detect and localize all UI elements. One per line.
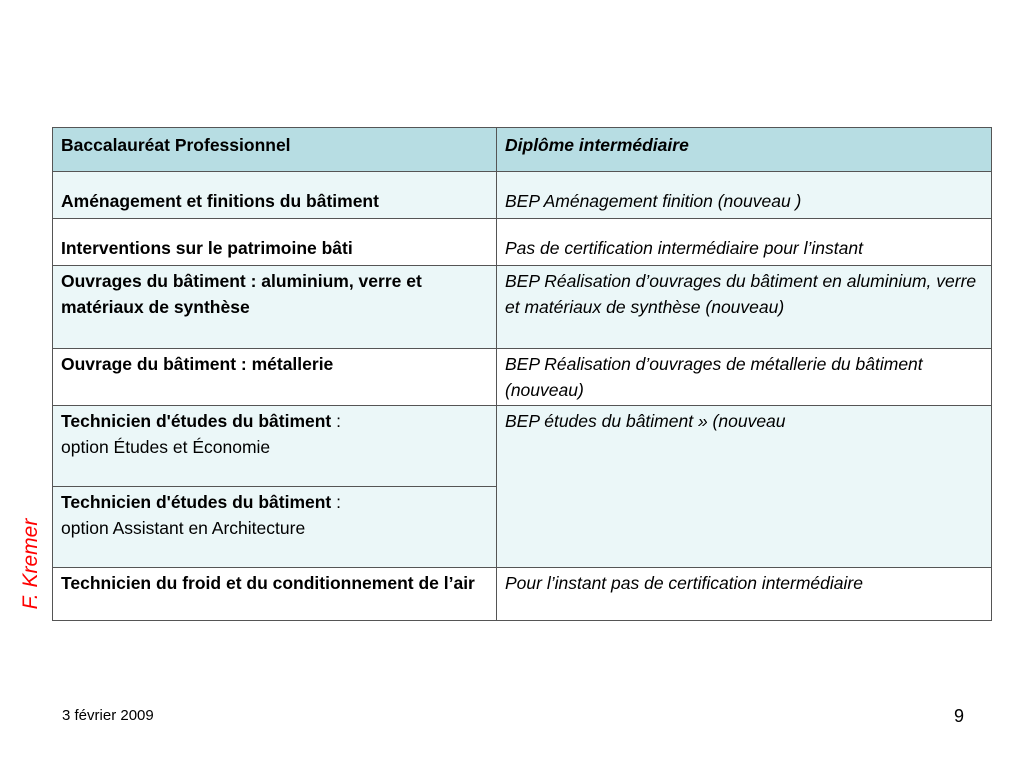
cell-bac: Technicien du froid et du conditionnement de l’air [53,568,497,621]
bac-separator: : [331,492,341,512]
cell-diplome: BEP Réalisation d’ouvrages du bâtiment en aluminium, verre et matériaux de synthèse (nouveau) [497,266,992,349]
cell-bac: Interventions sur le patrimoine bâti [53,219,497,266]
cell-bac [53,406,497,487]
author-side-label [6,508,56,620]
table-row [53,219,992,266]
table-row [53,349,992,406]
bac-option: option Études et Économie [61,437,271,457]
header-bac-pro: Baccalauréat Professionnel [53,128,497,172]
table-row [53,568,992,621]
table-row [53,172,992,219]
table-row [53,266,992,349]
bac-title: Technicien d'études du bâtiment [61,411,332,431]
page-number: 9 [953,706,964,726]
table-header-row [53,128,992,172]
cell-diplome: BEP études du bâtiment » (nouveau [497,406,992,568]
bac-separator: : [331,411,341,431]
author-name: F. Kremer [19,518,42,610]
cell-diplome: Pas de certification intermédiaire pour l’instant [497,219,992,266]
cell-diplome: Pour l’instant pas de certification intermédiaire [497,568,992,621]
cell-bac: Ouvrage du bâtiment : métallerie [53,349,497,406]
cell-diplome: BEP Réalisation d’ouvrages de métallerie du bâtiment (nouveau) [497,349,992,406]
cell-bac: Ouvrages du bâtiment : aluminium, verre et matériaux de synthèse [53,266,497,349]
cell-bac: Aménagement et finitions du bâtiment [53,172,497,219]
bac-title: Technicien d'études du bâtiment [61,492,332,512]
diploma-table [52,127,992,621]
cell-diplome: BEP Aménagement finition (nouveau ) [497,172,992,219]
header-diplome-intermediaire: Diplôme intermédiaire [497,128,992,172]
table-row [53,406,992,487]
cell-bac [53,487,497,568]
bac-option: option Assistant en Architecture [61,518,306,538]
footer-date: 3 février 2009 [62,707,154,724]
